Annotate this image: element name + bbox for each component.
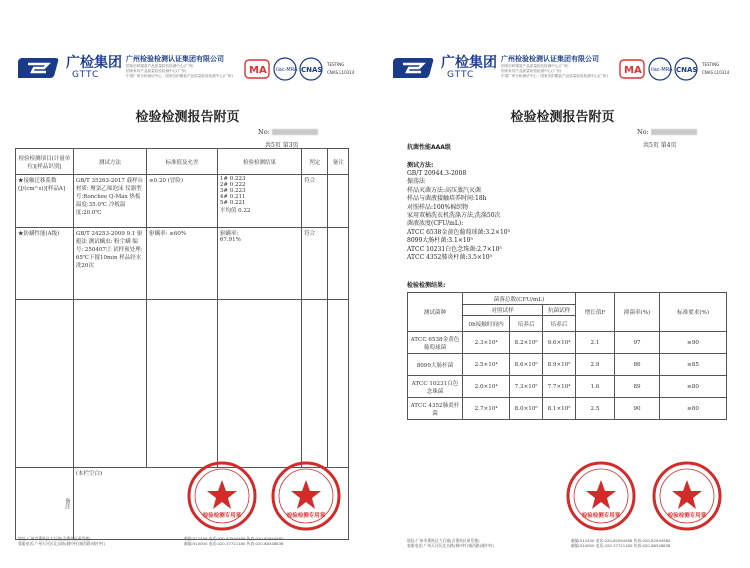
redacted-number <box>651 129 697 135</box>
svg-text:TESTING: TESTING <box>327 62 345 67</box>
col-requirement: 标准要求(%) <box>660 293 727 332</box>
svg-text:检验检测专用章: 检验检测专用章 <box>581 513 621 519</box>
page-info: 共5页 第3页 <box>265 142 299 149</box>
svg-text:CNAS: CNAS <box>676 66 698 74</box>
col-control: 对照试样 <box>463 305 543 316</box>
table-row <box>16 228 349 300</box>
page-header <box>389 52 742 86</box>
blank-note: (本栏空白) <box>73 468 348 540</box>
judge-cell: 符合 <box>302 175 328 228</box>
report-page-right <box>375 0 750 568</box>
antibacterial-results-table <box>407 292 727 420</box>
svg-text:MA: MA <box>624 65 642 76</box>
item-cell: ★接触迁移系数(J/(cm²·s))[样品A] <box>16 175 74 228</box>
footer-right: 邮编:511430 电话:020-82094588 传真:020-82094580 邮编:510000 电话:020-37721180 传真:020-88348838 <box>184 536 284 546</box>
page-title: 检验检测报告附页 <box>510 110 615 125</box>
col-standard: 标准值及允差 <box>147 149 218 175</box>
footer-right: 邮编:511430 电话:020-82094588 传真:020-82094580 邮编:510000 电话:020-37721180 传真:020-88348838 <box>571 538 671 548</box>
brand-name: 广检集团 <box>441 55 497 71</box>
svg-text:TESTING: TESTING <box>702 62 720 67</box>
col-judge: 判定 <box>302 149 328 175</box>
table-row: ATCC 4352肺炎杆菌 2.7×10⁴ 8.0×10⁶ 8.1×10⁵ 2.5 90 ≥80 <box>408 398 727 420</box>
official-seal-icon <box>565 460 637 532</box>
standard-cell: 驱螨率: ≥60% <box>147 228 218 300</box>
item-cell: ★防螨性能(A级) <box>16 228 74 300</box>
gttc-logo-icon <box>393 54 437 82</box>
col-method: 测试方法 <box>73 149 146 175</box>
col-18h-antibac: 培养后 <box>543 316 576 332</box>
remarks-label: 备注 <box>16 468 74 540</box>
judge-cell: 符合 <box>302 228 328 300</box>
col-18h-control: 培养后 <box>510 316 543 332</box>
svg-text:ilac-MRA: ilac-MRA <box>276 67 298 73</box>
col-count: 菌落总数(CFU/mL) <box>463 293 576 305</box>
svg-text:CNAS L10314: CNAS L10314 <box>327 70 355 75</box>
col-growth: 增长值F <box>576 293 615 332</box>
official-seal-icon <box>186 460 258 532</box>
method-cell: GB/T 24253-2009 9.1 驱避法 测试螨虫: 粉尘螨 编号: 250407② 试样预处理: 65℃下搅10min 样品经水洗20次 <box>73 228 146 300</box>
table-row: ATCC 10231白色念珠菌 2.0×10⁴ 7.3×10⁵ 7.7×10⁴ 1.6 89 ≥80 <box>408 376 727 398</box>
report-number: No: <box>637 128 697 136</box>
page-header <box>14 52 367 86</box>
company-name: 广州检验检测认证集团有限公司 <box>501 55 599 63</box>
method-cell: GB/T 35263-2017 载样台材质: 聚氯乙烯泡沫 仪器型号:Ronchee Q-Max 热板温度:35.0℃ 冷板温度:20.0℃ <box>73 175 146 228</box>
col-strain: 测试菌种 <box>408 293 463 332</box>
accreditation-marks-icon <box>618 56 738 84</box>
svg-text:MA: MA <box>249 65 267 76</box>
svg-text:ilac-MRA: ilac-MRA <box>651 67 673 73</box>
svg-text:CNAS L10314: CNAS L10314 <box>702 70 730 75</box>
accreditation-marks-icon <box>243 56 363 84</box>
col-result: 检验检测结果 <box>217 149 301 175</box>
report-number: No: <box>258 128 318 136</box>
gttc-logo-icon <box>18 54 62 82</box>
note-cell <box>328 175 349 228</box>
col-0h: 0h接触时间内 <box>463 316 510 332</box>
official-seal-icon <box>651 460 723 532</box>
standard-cell: ≥0.20 (冒险) <box>147 175 218 228</box>
col-antibac: 抗菌试样 <box>543 305 576 316</box>
page-info: 共5页 第4页 <box>643 142 677 149</box>
svg-text:检验检测专用章: 检验检测专用章 <box>202 513 242 519</box>
method-lines: GB/T 20944.3-2008 振荡法 样品灭菌方法:高压蒸汽灭菌 样品与菌液接触培养时间:18h 对照样品:100%棉织物 家用双桶洗衣机洗涤方法,洗涤50次 菌液浓度(CFU/mL): ATCC 6538金黄色葡萄球菌:3.2×10⁵ 8099大肠杆菌:3.1×10⁵ ATCC 10231白色念珠菌:2.7×10⁵ ATCC 4352肺炎杆菌:3.5×10⁵ <box>407 170 510 262</box>
section-heading: 抗菌性能AAA级 <box>407 144 451 151</box>
table-row: ATCC 6538金黄色葡萄球菌 2.3×10⁴ 8.2×10⁶ 9.6×10⁴ 2.1 97 ≥90 <box>408 332 727 354</box>
company-name: 广州检验检测认证集团有限公司 <box>126 55 224 63</box>
table-row: 8099大肠杆菌 2.5×10⁴ 8.6×10⁶ 8.9×10⁵ 2.9 86 ≥85 <box>408 354 727 376</box>
col-rate: 抑菌率(%) <box>615 293 660 332</box>
brand-name: 广检集团 <box>66 55 122 71</box>
result-cell: 1# 0.223 2# 0.222 3# 0.223 4# 0.211 5# 0.221 平均值 0.22 <box>217 175 301 228</box>
redacted-number <box>272 129 318 135</box>
svg-text:检验检测专用章: 检验检测专用章 <box>667 513 707 519</box>
note-cell <box>328 228 349 300</box>
brand-sub: GTTC <box>72 70 100 80</box>
brand-sub: GTTC <box>447 70 475 80</box>
col-item: 检验检测项目(计量单位)[样品识别] <box>16 149 74 175</box>
page-title: 检验检测报告附页 <box>135 110 240 125</box>
company-address: 国家纺织服装产品质量检验检测中心(广州) 国家家具产品质量检验检测中心(广东) 中国广州分析测试中心 · 国家纺织服装产品质量检验检测中心(广州) <box>501 64 608 78</box>
svg-text:检验检测专用章: 检验检测专用章 <box>286 513 326 519</box>
result-heading: 检验检测结果: <box>407 282 446 289</box>
footer-left: 地址:广州市番禺区大石镇(含番禺区研发楼) 客服电话:广州天河区北京路(城中村)城西路(城中村) <box>407 538 494 548</box>
company-address: 国家纺织服装产品质量检验检测中心(广州) 国家家具产品质量检验检测中心(广东) 中国广州分析测试中心 · 国家纺织服装产品质量检验检测中心(广州) <box>126 64 233 78</box>
method-heading: 测试方法: <box>407 162 434 169</box>
official-seal-icon <box>270 460 342 532</box>
result-cell: 驱螨率: 67.91% <box>217 228 301 300</box>
svg-text:CNAS: CNAS <box>301 66 323 74</box>
table-row <box>16 175 349 228</box>
col-note: 备注 <box>328 149 349 175</box>
footer-left: 地址:广州市番禺区大石镇(含番禺区研发楼) 客服电话:广州天河区北京路(城中村)城西路(城中村) <box>18 536 105 546</box>
